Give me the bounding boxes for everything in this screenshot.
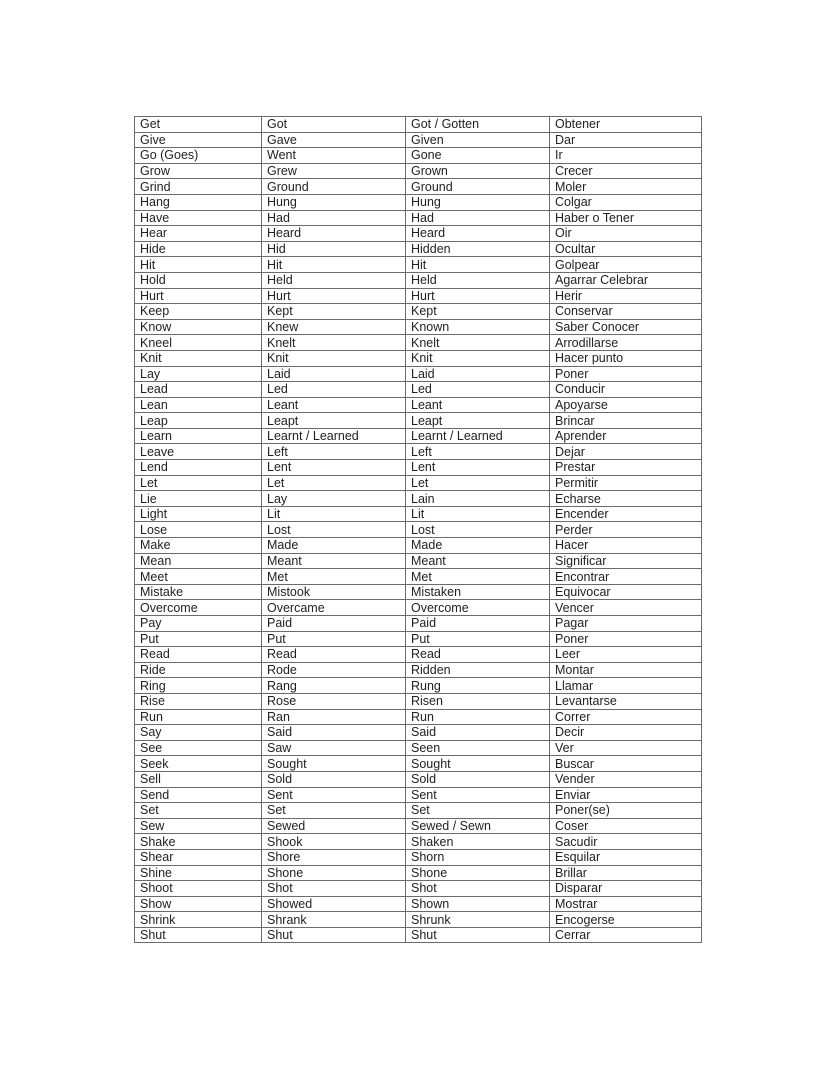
base-form-cell: Lean xyxy=(135,397,262,413)
past-participle-cell: Run xyxy=(406,709,550,725)
past-participle-cell: Met xyxy=(406,569,550,585)
base-form-cell: Meet xyxy=(135,569,262,585)
past-simple-cell: Got xyxy=(262,117,406,133)
base-form-cell: Kneel xyxy=(135,335,262,351)
spanish-translation-cell: Perder xyxy=(550,522,702,538)
base-form-cell: Lie xyxy=(135,491,262,507)
spanish-translation-cell: Saber Conocer xyxy=(550,319,702,335)
past-participle-cell: Shut xyxy=(406,927,550,943)
past-participle-cell: Shone xyxy=(406,865,550,881)
spanish-translation-cell: Arrodillarse xyxy=(550,335,702,351)
spanish-translation-cell: Esquilar xyxy=(550,849,702,865)
past-simple-cell: Read xyxy=(262,647,406,663)
past-simple-cell: Knew xyxy=(262,319,406,335)
past-participle-cell: Knit xyxy=(406,350,550,366)
past-participle-cell: Ground xyxy=(406,179,550,195)
past-simple-cell: Mistook xyxy=(262,584,406,600)
base-form-cell: Shut xyxy=(135,927,262,943)
table-row xyxy=(135,226,702,242)
past-simple-cell: Gave xyxy=(262,132,406,148)
table-row xyxy=(135,849,702,865)
past-participle-cell: Hidden xyxy=(406,241,550,257)
spanish-translation-cell: Obtener xyxy=(550,117,702,133)
past-simple-cell: Hit xyxy=(262,257,406,273)
table-row xyxy=(135,740,702,756)
base-form-cell: Lose xyxy=(135,522,262,538)
table-row xyxy=(135,927,702,943)
past-simple-cell: Grew xyxy=(262,163,406,179)
spanish-translation-cell: Leer xyxy=(550,647,702,663)
spanish-translation-cell: Dejar xyxy=(550,444,702,460)
past-participle-cell: Leapt xyxy=(406,413,550,429)
table-row xyxy=(135,194,702,210)
base-form-cell: Overcome xyxy=(135,600,262,616)
table-row xyxy=(135,631,702,647)
base-form-cell: Rise xyxy=(135,693,262,709)
spanish-translation-cell: Levantarse xyxy=(550,693,702,709)
spanish-translation-cell: Pagar xyxy=(550,616,702,632)
base-form-cell: Pay xyxy=(135,616,262,632)
past-participle-cell: Shown xyxy=(406,896,550,912)
spanish-translation-cell: Cerrar xyxy=(550,927,702,943)
spanish-translation-cell: Llamar xyxy=(550,678,702,694)
verb-table-body xyxy=(135,117,702,943)
spanish-translation-cell: Ir xyxy=(550,148,702,164)
base-form-cell: Lend xyxy=(135,460,262,476)
past-participle-cell: Lent xyxy=(406,460,550,476)
spanish-translation-cell: Ver xyxy=(550,740,702,756)
past-simple-cell: Led xyxy=(262,382,406,398)
past-participle-cell: Mistaken xyxy=(406,584,550,600)
base-form-cell: Give xyxy=(135,132,262,148)
table-row xyxy=(135,428,702,444)
spanish-translation-cell: Decir xyxy=(550,725,702,741)
irregular-verbs-table xyxy=(134,116,702,943)
past-participle-cell: Rung xyxy=(406,678,550,694)
base-form-cell: Lead xyxy=(135,382,262,398)
spanish-translation-cell: Apoyarse xyxy=(550,397,702,413)
base-form-cell: Show xyxy=(135,896,262,912)
spanish-translation-cell: Poner xyxy=(550,631,702,647)
table-row xyxy=(135,538,702,554)
past-participle-cell: Known xyxy=(406,319,550,335)
table-row xyxy=(135,413,702,429)
past-simple-cell: Learnt / Learned xyxy=(262,428,406,444)
base-form-cell: Light xyxy=(135,506,262,522)
past-simple-cell: Heard xyxy=(262,226,406,242)
past-simple-cell: Kept xyxy=(262,304,406,320)
spanish-translation-cell: Prestar xyxy=(550,460,702,476)
past-participle-cell: Shaken xyxy=(406,834,550,850)
table-row xyxy=(135,584,702,600)
base-form-cell: Hit xyxy=(135,257,262,273)
past-simple-cell: Put xyxy=(262,631,406,647)
past-simple-cell: Laid xyxy=(262,366,406,382)
spanish-translation-cell: Agarrar Celebrar xyxy=(550,272,702,288)
table-row xyxy=(135,366,702,382)
past-simple-cell: Left xyxy=(262,444,406,460)
past-simple-cell: Knelt xyxy=(262,335,406,351)
base-form-cell: Knit xyxy=(135,350,262,366)
past-participle-cell: Shrunk xyxy=(406,912,550,928)
table-row xyxy=(135,179,702,195)
past-participle-cell: Overcome xyxy=(406,600,550,616)
past-participle-cell: Made xyxy=(406,538,550,554)
past-participle-cell: Held xyxy=(406,272,550,288)
base-form-cell: Leap xyxy=(135,413,262,429)
base-form-cell: Shake xyxy=(135,834,262,850)
past-simple-cell: Rang xyxy=(262,678,406,694)
past-participle-cell: Hung xyxy=(406,194,550,210)
past-participle-cell: Paid xyxy=(406,616,550,632)
table-row xyxy=(135,834,702,850)
table-row xyxy=(135,506,702,522)
base-form-cell: Have xyxy=(135,210,262,226)
base-form-cell: Seek xyxy=(135,756,262,772)
past-participle-cell: Ridden xyxy=(406,662,550,678)
past-participle-cell: Given xyxy=(406,132,550,148)
base-form-cell: Read xyxy=(135,647,262,663)
table-row xyxy=(135,553,702,569)
past-simple-cell: Knit xyxy=(262,350,406,366)
past-simple-cell: Shone xyxy=(262,865,406,881)
past-simple-cell: Sent xyxy=(262,787,406,803)
past-simple-cell: Showed xyxy=(262,896,406,912)
past-simple-cell: Hung xyxy=(262,194,406,210)
past-simple-cell: Held xyxy=(262,272,406,288)
table-row xyxy=(135,787,702,803)
base-form-cell: Hang xyxy=(135,194,262,210)
table-row xyxy=(135,647,702,663)
base-form-cell: Hold xyxy=(135,272,262,288)
table-row xyxy=(135,912,702,928)
table-row xyxy=(135,818,702,834)
table-row xyxy=(135,881,702,897)
past-participle-cell: Lit xyxy=(406,506,550,522)
past-simple-cell: Said xyxy=(262,725,406,741)
spanish-translation-cell: Encender xyxy=(550,506,702,522)
past-simple-cell: Let xyxy=(262,475,406,491)
table-row xyxy=(135,709,702,725)
spanish-translation-cell: Golpear xyxy=(550,257,702,273)
past-participle-cell: Got / Gotten xyxy=(406,117,550,133)
table-row xyxy=(135,163,702,179)
table-row xyxy=(135,569,702,585)
table-row xyxy=(135,335,702,351)
past-participle-cell: Hurt xyxy=(406,288,550,304)
spanish-translation-cell: Oir xyxy=(550,226,702,242)
base-form-cell: Get xyxy=(135,117,262,133)
table-row xyxy=(135,678,702,694)
spanish-translation-cell: Echarse xyxy=(550,491,702,507)
spanish-translation-cell: Ocultar xyxy=(550,241,702,257)
past-simple-cell: Lit xyxy=(262,506,406,522)
table-row xyxy=(135,803,702,819)
past-participle-cell: Set xyxy=(406,803,550,819)
past-simple-cell: Met xyxy=(262,569,406,585)
past-participle-cell: Shot xyxy=(406,881,550,897)
base-form-cell: Sell xyxy=(135,771,262,787)
spanish-translation-cell: Colgar xyxy=(550,194,702,210)
past-simple-cell: Lent xyxy=(262,460,406,476)
base-form-cell: Send xyxy=(135,787,262,803)
past-simple-cell: Ran xyxy=(262,709,406,725)
spanish-translation-cell: Disparar xyxy=(550,881,702,897)
past-participle-cell: Lost xyxy=(406,522,550,538)
past-participle-cell: Learnt / Learned xyxy=(406,428,550,444)
table-row xyxy=(135,319,702,335)
spanish-translation-cell: Conservar xyxy=(550,304,702,320)
past-participle-cell: Hit xyxy=(406,257,550,273)
table-row xyxy=(135,350,702,366)
spanish-translation-cell: Hacer punto xyxy=(550,350,702,366)
past-participle-cell: Sent xyxy=(406,787,550,803)
past-simple-cell: Shut xyxy=(262,927,406,943)
base-form-cell: Make xyxy=(135,538,262,554)
spanish-translation-cell: Permitir xyxy=(550,475,702,491)
spanish-translation-cell: Conducir xyxy=(550,382,702,398)
base-form-cell: Leave xyxy=(135,444,262,460)
table-row xyxy=(135,382,702,398)
past-participle-cell: Knelt xyxy=(406,335,550,351)
base-form-cell: Mistake xyxy=(135,584,262,600)
base-form-cell: Shear xyxy=(135,849,262,865)
past-participle-cell: Meant xyxy=(406,553,550,569)
table-row xyxy=(135,444,702,460)
past-simple-cell: Sold xyxy=(262,771,406,787)
past-participle-cell: Gone xyxy=(406,148,550,164)
past-participle-cell: Read xyxy=(406,647,550,663)
past-simple-cell: Sought xyxy=(262,756,406,772)
past-participle-cell: Heard xyxy=(406,226,550,242)
spanish-translation-cell: Encogerse xyxy=(550,912,702,928)
base-form-cell: Know xyxy=(135,319,262,335)
past-simple-cell: Shore xyxy=(262,849,406,865)
base-form-cell: Say xyxy=(135,725,262,741)
table-row xyxy=(135,522,702,538)
past-simple-cell: Sewed xyxy=(262,818,406,834)
past-simple-cell: Lost xyxy=(262,522,406,538)
table-row xyxy=(135,756,702,772)
base-form-cell: Shoot xyxy=(135,881,262,897)
base-form-cell: See xyxy=(135,740,262,756)
table-row xyxy=(135,491,702,507)
spanish-translation-cell: Brincar xyxy=(550,413,702,429)
past-simple-cell: Rode xyxy=(262,662,406,678)
past-participle-cell: Let xyxy=(406,475,550,491)
past-simple-cell: Shrank xyxy=(262,912,406,928)
spanish-translation-cell: Montar xyxy=(550,662,702,678)
past-participle-cell: Lain xyxy=(406,491,550,507)
table-row xyxy=(135,148,702,164)
spanish-translation-cell: Crecer xyxy=(550,163,702,179)
base-form-cell: Let xyxy=(135,475,262,491)
spanish-translation-cell: Equivocar xyxy=(550,584,702,600)
spanish-translation-cell: Brillar xyxy=(550,865,702,881)
spanish-translation-cell: Haber o Tener xyxy=(550,210,702,226)
past-simple-cell: Went xyxy=(262,148,406,164)
past-simple-cell: Meant xyxy=(262,553,406,569)
table-row xyxy=(135,865,702,881)
base-form-cell: Keep xyxy=(135,304,262,320)
past-participle-cell: Shorn xyxy=(406,849,550,865)
base-form-cell: Grow xyxy=(135,163,262,179)
table-row xyxy=(135,600,702,616)
base-form-cell: Lay xyxy=(135,366,262,382)
table-row xyxy=(135,288,702,304)
base-form-cell: Learn xyxy=(135,428,262,444)
base-form-cell: Go (Goes) xyxy=(135,148,262,164)
past-simple-cell: Overcame xyxy=(262,600,406,616)
base-form-cell: Sew xyxy=(135,818,262,834)
spanish-translation-cell: Poner(se) xyxy=(550,803,702,819)
table-row xyxy=(135,241,702,257)
past-simple-cell: Ground xyxy=(262,179,406,195)
past-participle-cell: Left xyxy=(406,444,550,460)
past-participle-cell: Sewed / Sewn xyxy=(406,818,550,834)
base-form-cell: Ride xyxy=(135,662,262,678)
spanish-translation-cell: Encontrar xyxy=(550,569,702,585)
table-row xyxy=(135,896,702,912)
table-row xyxy=(135,132,702,148)
past-participle-cell: Sold xyxy=(406,771,550,787)
table-row xyxy=(135,272,702,288)
past-simple-cell: Made xyxy=(262,538,406,554)
past-simple-cell: Paid xyxy=(262,616,406,632)
base-form-cell: Hear xyxy=(135,226,262,242)
past-simple-cell: Shot xyxy=(262,881,406,897)
table-row xyxy=(135,771,702,787)
past-simple-cell: Shook xyxy=(262,834,406,850)
past-participle-cell: Leant xyxy=(406,397,550,413)
base-form-cell: Shine xyxy=(135,865,262,881)
past-simple-cell: Leapt xyxy=(262,413,406,429)
table-row xyxy=(135,475,702,491)
past-participle-cell: Said xyxy=(406,725,550,741)
spanish-translation-cell: Sacudir xyxy=(550,834,702,850)
table-row xyxy=(135,304,702,320)
past-simple-cell: Hurt xyxy=(262,288,406,304)
past-simple-cell: Lay xyxy=(262,491,406,507)
spanish-translation-cell: Vencer xyxy=(550,600,702,616)
past-simple-cell: Rose xyxy=(262,693,406,709)
table-row xyxy=(135,257,702,273)
past-participle-cell: Laid xyxy=(406,366,550,382)
past-simple-cell: Leant xyxy=(262,397,406,413)
table-row xyxy=(135,725,702,741)
spanish-translation-cell: Correr xyxy=(550,709,702,725)
base-form-cell: Put xyxy=(135,631,262,647)
past-participle-cell: Risen xyxy=(406,693,550,709)
base-form-cell: Run xyxy=(135,709,262,725)
base-form-cell: Hide xyxy=(135,241,262,257)
spanish-translation-cell: Vender xyxy=(550,771,702,787)
past-participle-cell: Put xyxy=(406,631,550,647)
spanish-translation-cell: Coser xyxy=(550,818,702,834)
spanish-translation-cell: Mostrar xyxy=(550,896,702,912)
base-form-cell: Mean xyxy=(135,553,262,569)
spanish-translation-cell: Hacer xyxy=(550,538,702,554)
spanish-translation-cell: Poner xyxy=(550,366,702,382)
spanish-translation-cell: Herir xyxy=(550,288,702,304)
table-row xyxy=(135,397,702,413)
past-participle-cell: Led xyxy=(406,382,550,398)
past-simple-cell: Saw xyxy=(262,740,406,756)
spanish-translation-cell: Moler xyxy=(550,179,702,195)
spanish-translation-cell: Dar xyxy=(550,132,702,148)
past-simple-cell: Hid xyxy=(262,241,406,257)
past-participle-cell: Kept xyxy=(406,304,550,320)
table-row xyxy=(135,693,702,709)
past-participle-cell: Had xyxy=(406,210,550,226)
past-simple-cell: Set xyxy=(262,803,406,819)
past-simple-cell: Had xyxy=(262,210,406,226)
table-row xyxy=(135,662,702,678)
past-participle-cell: Seen xyxy=(406,740,550,756)
past-participle-cell: Grown xyxy=(406,163,550,179)
base-form-cell: Set xyxy=(135,803,262,819)
spanish-translation-cell: Buscar xyxy=(550,756,702,772)
table-row xyxy=(135,117,702,133)
base-form-cell: Hurt xyxy=(135,288,262,304)
base-form-cell: Shrink xyxy=(135,912,262,928)
spanish-translation-cell: Aprender xyxy=(550,428,702,444)
spanish-translation-cell: Enviar xyxy=(550,787,702,803)
spanish-translation-cell: Significar xyxy=(550,553,702,569)
past-participle-cell: Sought xyxy=(406,756,550,772)
base-form-cell: Ring xyxy=(135,678,262,694)
base-form-cell: Grind xyxy=(135,179,262,195)
table-row xyxy=(135,460,702,476)
table-row xyxy=(135,616,702,632)
table-row xyxy=(135,210,702,226)
